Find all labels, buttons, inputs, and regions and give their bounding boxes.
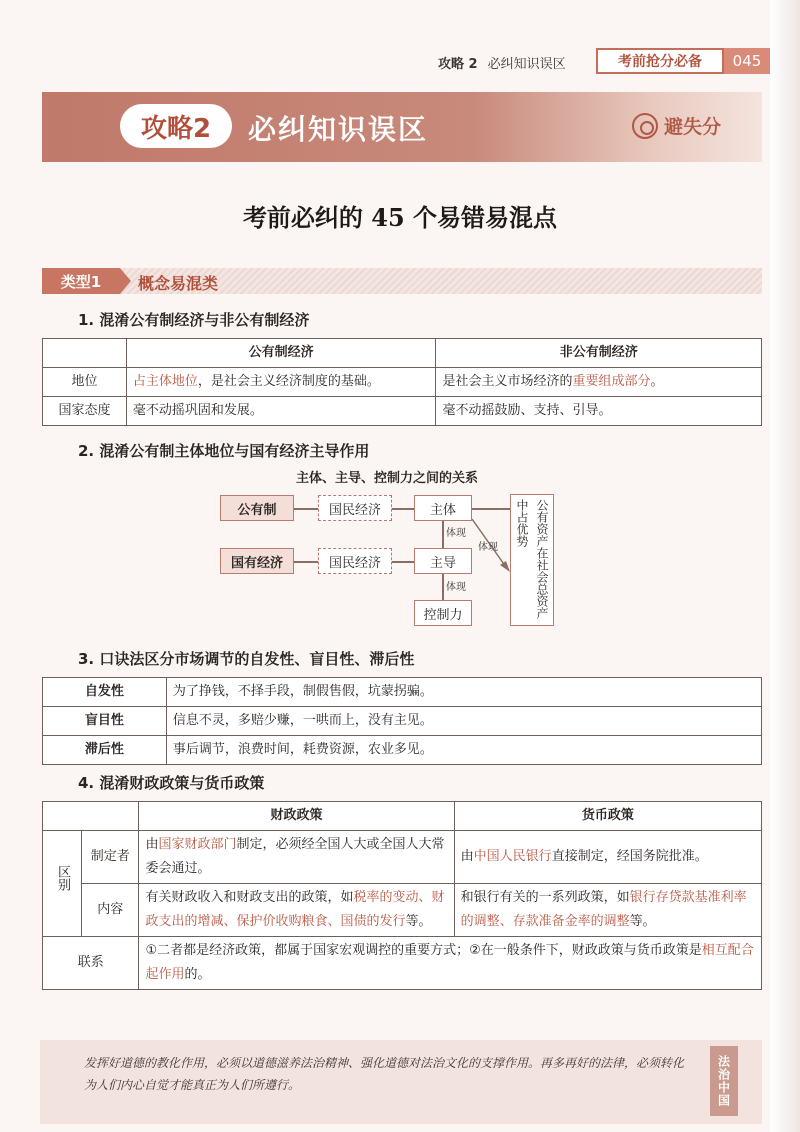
cell-text: ，是社会主义经济制度的基础。 [197,374,380,389]
node-lead: 主导 [414,548,472,574]
cell-text: 是社会主义市场经济的 [442,374,573,389]
col-public: 公有制经济 [126,339,436,368]
avoid-loss-label: 避失分 [664,116,722,138]
banner-pill: 攻略2 [120,104,232,148]
highlight-text: 重要组成部分 [572,374,651,389]
node-public: 公有制 [220,495,294,521]
node-main: 主体 [414,495,472,521]
table-corner [43,339,127,368]
cell-text: 由 [145,837,159,852]
diagram-title: 主体、主导、控制力之间的关系 [296,471,479,486]
highlight-text: 中国人民银行 [473,849,552,864]
cell-text: ①二者都是经济政策，都属于国家宏观调控的重要方式；②在一般条件下，财政政策与货币政策是 [145,943,702,958]
market-key: 滞后性 [43,736,167,765]
market-key: 自发性 [43,678,167,707]
cell-public-status [126,368,436,397]
header-tag: 考前抢分必备 [596,48,724,74]
medal-icon [632,113,658,139]
page-number: 045 [724,48,770,74]
highlight-text: 国家财政部门 [158,837,237,852]
crumb-title: 必纠知识误区 [487,57,566,72]
avoid-loss-badge [632,112,721,139]
footer-quote: 发挥好道德的教化作用，必须以道德滋养法治精神、强化道德对法治文化的支撑作用。再多再好的法律，必须转化为人们内心自觉才能真正为人们所遵行。 [84,1056,685,1092]
table-corner [43,802,139,831]
page-title: 考前必纠的 45 个易错易混点 [242,203,558,232]
col-nonpublic: 非公有制经济 [436,339,762,368]
banner-title: 必纠知识误区 [248,113,429,146]
crumb-strategy: 攻略 2 [438,57,478,72]
cell-public-attitude: 毫不动摇巩固和发展。 [126,397,436,426]
label-embody-1: 体现 [446,528,466,539]
node-economy-2: 国民经济 [318,548,392,574]
node-assets: 公有资产在社会总资产中占优势 [510,494,554,626]
market-key: 盲目性 [43,707,167,736]
col-monetary: 货币政策 [454,802,761,831]
cell-nonpublic-status [436,368,762,397]
cell-fiscal-maker [139,831,454,884]
highlight-text: 税率的变动、财政支出的增减、保护价收购粮食、国债的发行 [145,890,445,929]
chevron-right-icon [120,268,131,294]
type-tag: 类型1 [42,268,120,294]
label-embody-3: 体现 [478,542,498,553]
section-4-title: 4. 混淆财政政策与货币政策 [78,774,265,792]
cell-text: 制定，必须经全国人大或全国人大常委会通过。 [145,837,445,876]
header-crumb [438,53,566,72]
cell-text: 等。 [629,914,656,929]
cell-nonpublic-attitude: 毫不动摇鼓励、支持、引导。 [436,397,762,426]
cell-text: 由 [460,849,474,864]
footer-tag: 法治中国 [710,1046,738,1116]
section-2-title: 2. 混淆公有制主体地位与国有经济主导作用 [78,442,370,460]
page-edge [770,0,800,1132]
market-value: 事后调节，浪费时间，耗费资源，农业多见。 [166,736,761,765]
row-label-status: 地位 [43,368,127,397]
cell-text: 等。 [405,914,432,929]
cell-monetary-content [454,884,761,937]
cell-text: 有关财政收入和财政支出的政策，如 [145,890,354,905]
node-control: 控制力 [414,600,472,626]
row-label-link: 联系 [43,937,139,990]
highlight-text: 占主体地位 [132,374,198,389]
node-state: 国有经济 [220,548,294,574]
cell-text: 和银行有关的一系列政策，如 [460,890,630,905]
connector [442,521,444,548]
cell-text: 。 [650,374,664,389]
table-market [42,677,762,765]
section-3-title: 3. 口诀法区分市场调节的自发性、盲目性、滞后性 [78,650,415,668]
connector [392,561,414,563]
section-1-title: 1. 混淆公有制经济与非公有制经济 [78,311,310,329]
cell-fiscal-content [139,884,454,937]
diff-label: 区别 [55,864,70,891]
row-label-diff [43,831,82,937]
market-value: 信息不灵，多赔少赚，一哄而上，没有主见。 [166,707,761,736]
label-embody-2: 体现 [446,582,466,593]
connector [294,561,318,563]
col-fiscal: 财政政策 [139,802,454,831]
connector [392,508,414,510]
cell-text: 直接制定，经国务院批准。 [551,849,708,864]
node-economy-1: 国民经济 [318,495,392,521]
row-label-attitude: 国家态度 [43,397,127,426]
market-value: 为了挣钱，不择手段，制假售假，坑蒙拐骗。 [166,678,761,707]
table-ownership [42,338,762,426]
row-label-maker: 制定者 [82,831,139,884]
table-policy [42,801,762,990]
highlight-text: 相互配合起作用 [145,943,754,982]
cell-text: 的。 [184,967,211,982]
cell-monetary-maker [454,831,761,884]
cell-link [139,937,762,990]
connector [442,574,444,600]
connector [294,508,318,510]
row-label-content: 内容 [82,884,139,937]
type-label: 概念易混类 [138,274,219,293]
highlight-text: 银行存贷款基准利率的调整、存款准备金率的调整 [460,890,747,929]
